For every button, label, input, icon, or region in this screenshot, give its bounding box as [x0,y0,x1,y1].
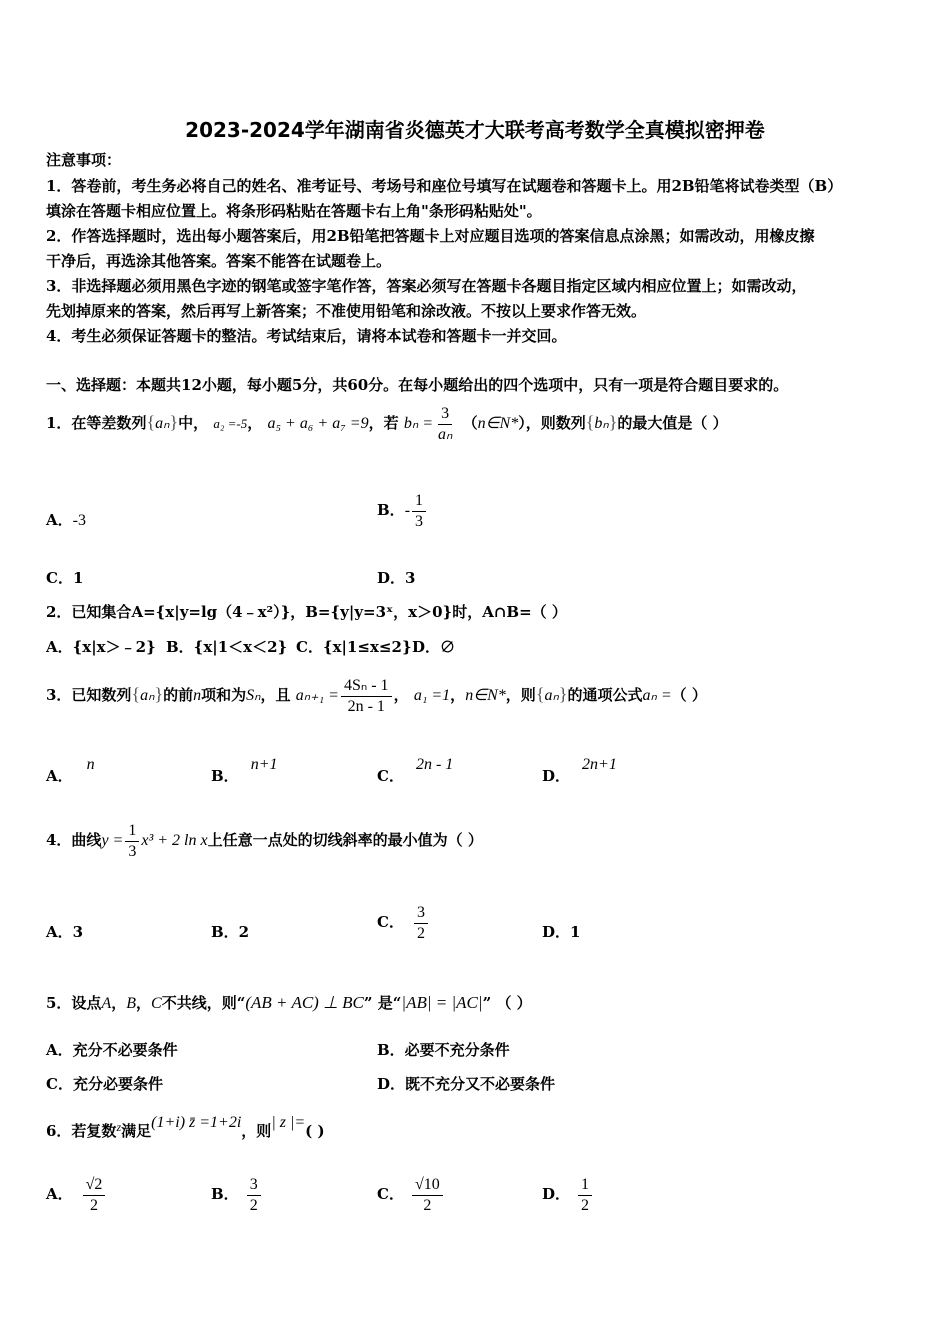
q-text: 满足 [121,1122,152,1140]
option-a[interactable] [46,510,86,531]
numerator: 3 [414,903,428,924]
q-text: （ ） [496,994,532,1012]
math: y = [101,832,124,849]
math: a₂ =-5 [213,416,248,431]
q-text: ， [393,686,409,704]
option-label: A． [46,511,73,529]
q-text: ( ) [305,1122,325,1140]
denominator: 2 [581,1196,590,1214]
denominator: 3 [128,842,137,860]
fraction [341,676,392,717]
denominator: 2 [249,1196,258,1214]
q-text: 的最大值是（ ） [617,414,728,432]
q-text: ” [482,994,492,1012]
math: a₁ =1 [413,687,451,704]
section-heading: 一、选择题：本题共12小题，每小题5分，共60分。在每小题给出的四个选项中，只有一项是符合题目要求的。 [46,376,789,394]
numerator: 1 [125,821,139,842]
notice-line: 1．答卷前，考生务必将自己的姓名、准考证号、考场号和座位号填写在试题卷和答题卡上。用2B铅笔将试卷类型（B） [46,177,843,195]
q-text: 6．若复数 [46,1122,117,1140]
notice-line: 填涂在答题卡相应位置上。将条形码粘贴在答题卡右上角"条形码粘贴处"。 [46,202,542,220]
option-c[interactable] [377,756,454,787]
q-text: ），则数列 [518,414,586,432]
option-label: D． [377,569,406,587]
notice-line: 4．考生必须保证答题卡的整洁。考试结束后，请将本试卷和答题卡一并交回。 [46,327,567,345]
option-label: B． [211,767,239,785]
math: aₙ [544,687,559,704]
q-text: 项和为 [201,686,247,704]
math: Sₙ [246,687,261,704]
q-text: 的前 [163,686,194,704]
numerator: 1 [578,1175,592,1196]
math: A [101,995,112,1012]
q-text: 4．曲线 [46,831,102,849]
numerator: 3 [247,1175,261,1196]
option-a[interactable]: A．{x|x＞﹣2} [46,638,156,656]
question-4 [46,818,483,863]
question-5 [46,990,532,1017]
option-value: n+1 [250,756,278,773]
option-d[interactable] [542,756,617,787]
math: z [116,1120,122,1134]
math: C [151,995,162,1012]
denominator: 2n - 1 [347,697,385,715]
option-d[interactable]: D．∅ [412,638,456,656]
math: aₙ [155,415,170,432]
option-label: A． [46,1185,73,1203]
math: B [126,995,137,1012]
q-text: 是 [377,994,393,1012]
option-a[interactable]: A．充分不必要条件 [46,1041,178,1059]
q-text: ， [111,994,127,1012]
option-c[interactable] [377,1172,445,1216]
math: (1+i) z̄ =1+2i [151,1114,242,1131]
q-text: ， [450,686,466,704]
option-label: B． [211,1185,239,1203]
fraction [412,491,426,532]
q-text: 中， [178,414,209,432]
notice-line: 先划掉原来的答案，然后再写上新答案；不准使用铅笔和涂改液。不按以上要求作答无效。 [46,302,647,320]
option-b[interactable] [377,488,428,533]
math: |AB| = |AC| [401,993,483,1012]
math: a₅ + a₆ + a₇ =9 [267,415,369,432]
fraction [247,1175,261,1216]
option-label: C． [377,913,404,931]
q-text: ， [247,414,263,432]
option-b[interactable]: B．2 [211,923,250,941]
option-d[interactable]: D．1 [542,923,581,941]
q-text: 5．设点 [46,994,102,1012]
denominator: 2 [423,1196,432,1214]
denominator: 2 [416,924,425,942]
numerator: 3 [438,404,452,425]
option-label: D． [542,767,571,785]
math: aₙ₊₁ = [295,687,339,704]
q-text: 上任意一点处的切线斜率的最小值为（ ） [207,831,483,849]
q-text: ，则 [241,1122,272,1140]
q-text: ，则 [505,686,536,704]
option-a[interactable] [46,756,95,787]
option-c[interactable] [46,568,83,588]
numerator: 1 [412,491,426,512]
option-value: -3 [72,512,86,529]
option-value: 3 [405,569,416,587]
option-c[interactable]: C．{x|1≤x≤2} [296,638,412,656]
denominator: 3 [415,512,424,530]
math: x³ + 2 ln x [141,832,208,849]
q-text: “ [392,994,402,1012]
numerator: 4Sₙ - 1 [341,676,392,697]
question-3: 3．已知数列{aₙ}的前n项和为Sₙ，且 aₙ₊₁ = $\frac{\text{4Sₙ - 1}}{2n - 1}$ ， a₁ =1，n∈N*，则{aₙ}的通项公式aₙ =（ ） [46,676,707,715]
option-d[interactable] [542,1172,594,1216]
math: n∈N* [477,415,519,432]
fraction [578,1175,592,1216]
option-label: C． [377,767,404,785]
numerator: √2 [83,1175,106,1196]
question-1: 1．在等差数列{aₙ}中， a₂ =-5， a₅ + a₆ + a₇ =9，若 bₙ = $\frac{3}{\text{aₙ}}$ （n∈N*），则数列{bₙ}的最大值是（ ） [46,404,728,443]
math: bₙ [594,415,609,432]
option-d[interactable]: D．既不充分又不必要条件 [377,1075,556,1093]
option-label: D． [542,1185,571,1203]
option-value: 2n+1 [582,756,617,773]
option-d[interactable] [377,568,415,588]
math: | z |= [271,1114,306,1131]
option-value: - [404,502,411,519]
option-a[interactable]: A．3 [46,923,84,941]
option-b[interactable]: B．必要不充分条件 [377,1041,510,1059]
q-text: 3．已知数列 [46,686,132,704]
q-text: （ [462,414,478,432]
math: (AB + AC) ⊥ BC [245,993,364,1012]
denominator: aₙ [437,425,453,443]
page-title: 2023-2024学年湖南省炎德英才大联考高考数学全真模拟密押卷 [185,118,765,142]
math: n∈N* [465,687,506,704]
option-value: 2n - 1 [415,756,454,773]
option-label: A． [46,767,73,785]
option-c[interactable]: C．充分必要条件 [46,1075,163,1093]
question-6 [46,1114,325,1142]
math: aₙ [140,687,155,704]
option-c[interactable] [377,900,430,944]
fraction [435,404,455,445]
numerator: √10 [412,1175,443,1196]
notice-line: 2．作答选择题时，选出每小题答案后，用2B铅笔把答题卡上对应题目选项的答案信息点涂黑；如需改动，用橡皮擦 [46,227,815,245]
notice-line: 干净后，再选涂其他答案。答案不能答在试题卷上。 [46,252,392,270]
math: bₙ = [403,415,433,432]
option-label: C． [377,1185,404,1203]
option-label: B． [377,501,405,519]
q-text: ” [363,994,373,1012]
option-a[interactable] [46,1172,107,1216]
option-b[interactable] [211,1172,263,1216]
option-b[interactable] [211,756,278,787]
notice-heading: 注意事项： [46,151,122,169]
q-text: 1．在等差数列 [46,414,147,432]
option-label: C． [46,569,73,587]
q-text: ，且 [260,686,291,704]
question-2: 2．已知集合A={x|y=lg（4﹣x²）}，B={y|y=3ˣ，x＞0}时，A∩B=（ ） [46,603,567,621]
math: aₙ = [642,687,672,704]
fraction [83,1175,106,1216]
denominator: 2 [90,1196,99,1214]
q-text: 的通项公式 [567,686,643,704]
q-text: ，若 [368,414,399,432]
fraction [412,1175,443,1216]
fraction [125,821,139,862]
q-text: 不共线，则 [161,994,237,1012]
notice-line: 3．非选择题必须用黑色字迹的钢笔或签字笔作答，答案必须写在答题卡各题目指定区域内相应位置上；如需改动， [46,277,807,295]
option-value: n [86,756,95,773]
option-value: 1 [72,569,84,587]
math: n [193,687,202,704]
q-text: “ [236,994,246,1012]
q-text: （ ） [671,686,707,704]
option-b[interactable]: B．{x|1＜x＜2} [166,638,288,656]
q-text: ， [136,994,152,1012]
fraction [414,903,428,944]
